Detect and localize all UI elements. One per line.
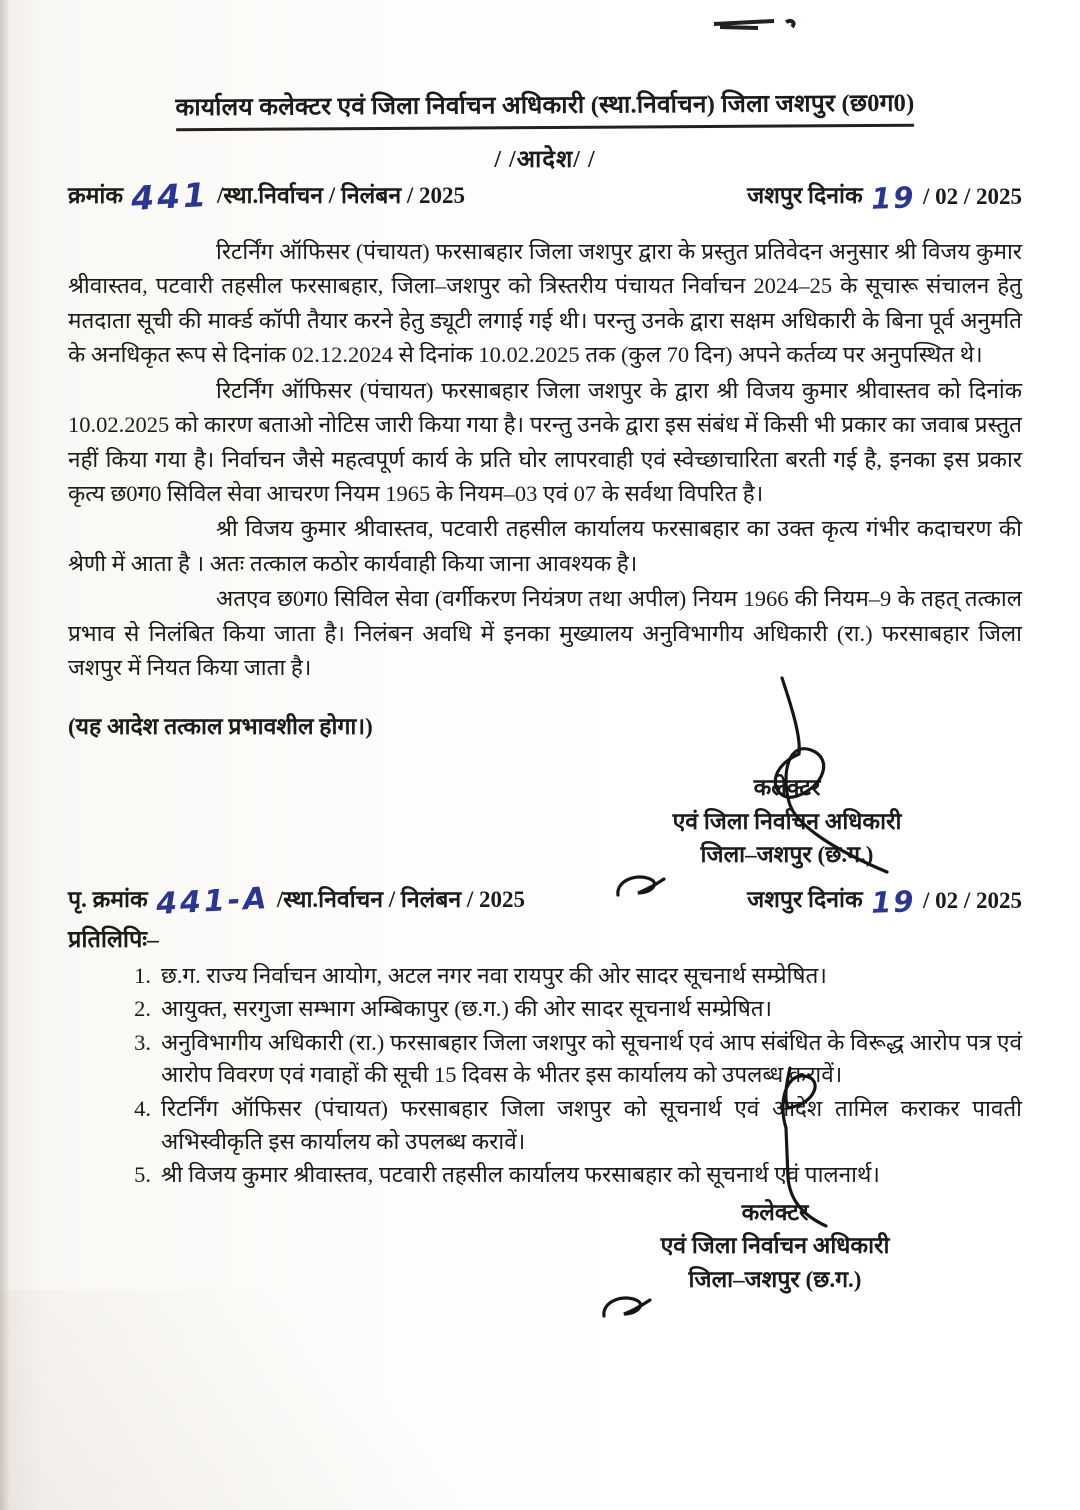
effective-note: (यह आदेश तत्काल प्रभावशील होगा।) (68, 714, 373, 740)
signature-line-designation: कलेक्टर (741, 1199, 809, 1225)
list-item-text: अनुविभागीय अधिकारी (रा.) फरसाबहार जिला जशपुर को सूचनार्थ एवं आप संबंधित के विरूद्ध आरोप पत्र एवं आरोप विवरण एवं गवाहों की सूची 15 दिवस के भीतर इस कार्यालय को उपलब्ध करावें। (161, 1029, 1022, 1088)
signature-line-district: जिला–जशपुर (छ.ग.) (700, 842, 874, 868)
signature-line-district: जिला–जशपुर (छ.ग.) (688, 1266, 862, 1292)
endorse-date-suffix: / 02 / 2025 (922, 887, 1022, 913)
place-date-label: जशपुर दिनांक (747, 183, 863, 208)
date-suffix: / 02 / 2025 (922, 184, 1022, 209)
list-item-number: 2. (134, 996, 151, 1022)
order-paragraph-2: रिटर्निंग ऑफिसर (पंचायत) फरसाबहार जिला जशपुर के द्वारा श्री विजय कुमार श्रीवास्तव को दिनांक 10.02.2025 को कारण बताओ नोटिस जारी किया गया है। परन्तु उनके द्वारा इस संबंध में किसी भी प्रकार का जवाब प्रस्तुत नहीं किया गया है। निर्वाचन जैसे महत्वपूर्ण कार्य के प्रति घोर लापरवाही एवं स्वेच्छाचारिता बरती गई है, इनका इस प्रकार कृत्य छ0ग0 सिविल सेवा आचरण नियम 1965 के नियम–03 एवं 07 के सर्वथा विपरित है। (68, 377, 1022, 506)
signature-line-designation: कलेक्टर (753, 775, 821, 801)
copy-to-list (123, 960, 1022, 1192)
document-title: कार्यालय कलेक्टर एवं जिला निर्वाचन अधिकारी (स्था.निर्वाचन) जिला जशपुर (छ0ग0) (175, 86, 914, 132)
order-heading: / /आदेश/ / (494, 147, 596, 173)
list-item-text: श्री विजय कुमार श्रीवास्तव, पटवारी तहसील कार्यालय फरसाबहार को सूचनार्थ एवं पालनार्थ। (161, 1162, 880, 1188)
list-item-number: 5. (134, 1162, 151, 1188)
signature-line-office: एवं जिला निर्वाचन अधिकारी (672, 808, 902, 834)
endorsement-reference-line (68, 880, 1022, 922)
list-item-text: आयुक्त, सरगुजा सम्भाग अम्बिकापुर (छ.ग.) की ओर सादर सूचनार्थ सम्प्रेषित। (161, 996, 773, 1022)
endorse-place-date-label: जशपुर दिनांक (747, 886, 863, 912)
ref-number-suffix: /स्था.निर्वाचन / निलंबन / 2025 (216, 183, 466, 208)
copy-to-label: प्रतिलिपिः– (68, 926, 159, 953)
scan-artifact (712, 14, 812, 40)
order-paragraph-4: अतएव छ0ग0 सिविल सेवा (वर्गीकरण नियंत्रण तथा अपील) नियम 1966 की नियम–9 के तहत् तत्काल प्रभाव से निलंबित किया जाता है। निलंबन अवधि में इनका मुख्यालय अनुविभागीय अधिकारी (रा.) फरसाबहार जिला जशपुर में नियत किया जाता है। (68, 586, 1022, 681)
endorse-ref-suffix: /स्था.निर्वाचन / निलंबन / 2025 (276, 886, 526, 912)
list-item-text: रिटर्निंग ऑफिसर (पंचायत) फरसाबहार जिला जशपुर को सूचनार्थ एवं आदेश तामिल कराकर पावती अभिस्वीकृति इस कार्यालय को उपलब्ध करावें। (161, 1096, 1022, 1154)
list-item (123, 1159, 1022, 1192)
list-item-number: 1. (134, 962, 151, 988)
order-paragraph-3: श्री विजय कुमार श्रीवास्तव, पटवारी तहसील कार्यालय फरसाबहार का उक्त कृत्य गंभीर कदाचरण की श्रेणी में आता है । अतः तत्काल कठोर कार्यवाही किया जाना आवश्यक है। (68, 516, 1022, 576)
list-item-number: 4. (134, 1096, 151, 1122)
initial-mark-icon (600, 1292, 654, 1322)
endorse-date-day-handwritten: 19 (870, 883, 916, 920)
list-item (123, 1093, 1022, 1158)
list-item (123, 960, 1022, 993)
signature-line-office: एवं जिला निर्वाचन अधिकारी (660, 1233, 890, 1259)
order-paragraph-1: रिटर्निंग ऑफिसर (पंचायत) फरसाबहार जिला जशपुर द्वारा के प्रस्तुत प्रतिवेदन अनुसार श्री विजय कुमार श्रीवास्तव, पटवारी तहसील फरसाबहार, जिला–जशपुर को त्रिस्तरीय पंचायत निर्वाचन 2024–25 के सूचारू संचालन हेतु मतदाता सूची की मार्क्ड कॉपी तैयार करने हेतु ड्यूटी लगाई गई थी। परन्तु उनके द्वारा सक्षम अधिकारी के बिना पूर्व अनुमति के अनधिकृत रूप से दिनांक 02.12.2024 से दिनांक 10.02.2025 तक (कुल 70 दिन) अपने कर्तव्य पर अनुपस्थित थे। (68, 239, 1022, 368)
date-day-handwritten: 19 (870, 180, 916, 216)
endorse-ref-label: पृ. क्रमांक (68, 886, 148, 912)
ref-number-handwritten: 441 (130, 174, 211, 219)
signature-block-collector-bottom (610, 1196, 940, 1296)
reference-line (68, 174, 1022, 219)
list-item (123, 1027, 1022, 1092)
list-item (123, 993, 1022, 1026)
endorse-ref-number-handwritten: 441-A (154, 880, 270, 922)
list-item-number: 3. (134, 1029, 151, 1055)
signature-block-collector (622, 771, 952, 871)
list-item-text: छ.ग. राज्य निर्वाचन आयोग, अटल नगर नवा रायपुर की ओर सादर सूचनार्थ सम्प्रेषित। (161, 962, 827, 988)
ref-number-label: क्रमांक (68, 183, 124, 208)
